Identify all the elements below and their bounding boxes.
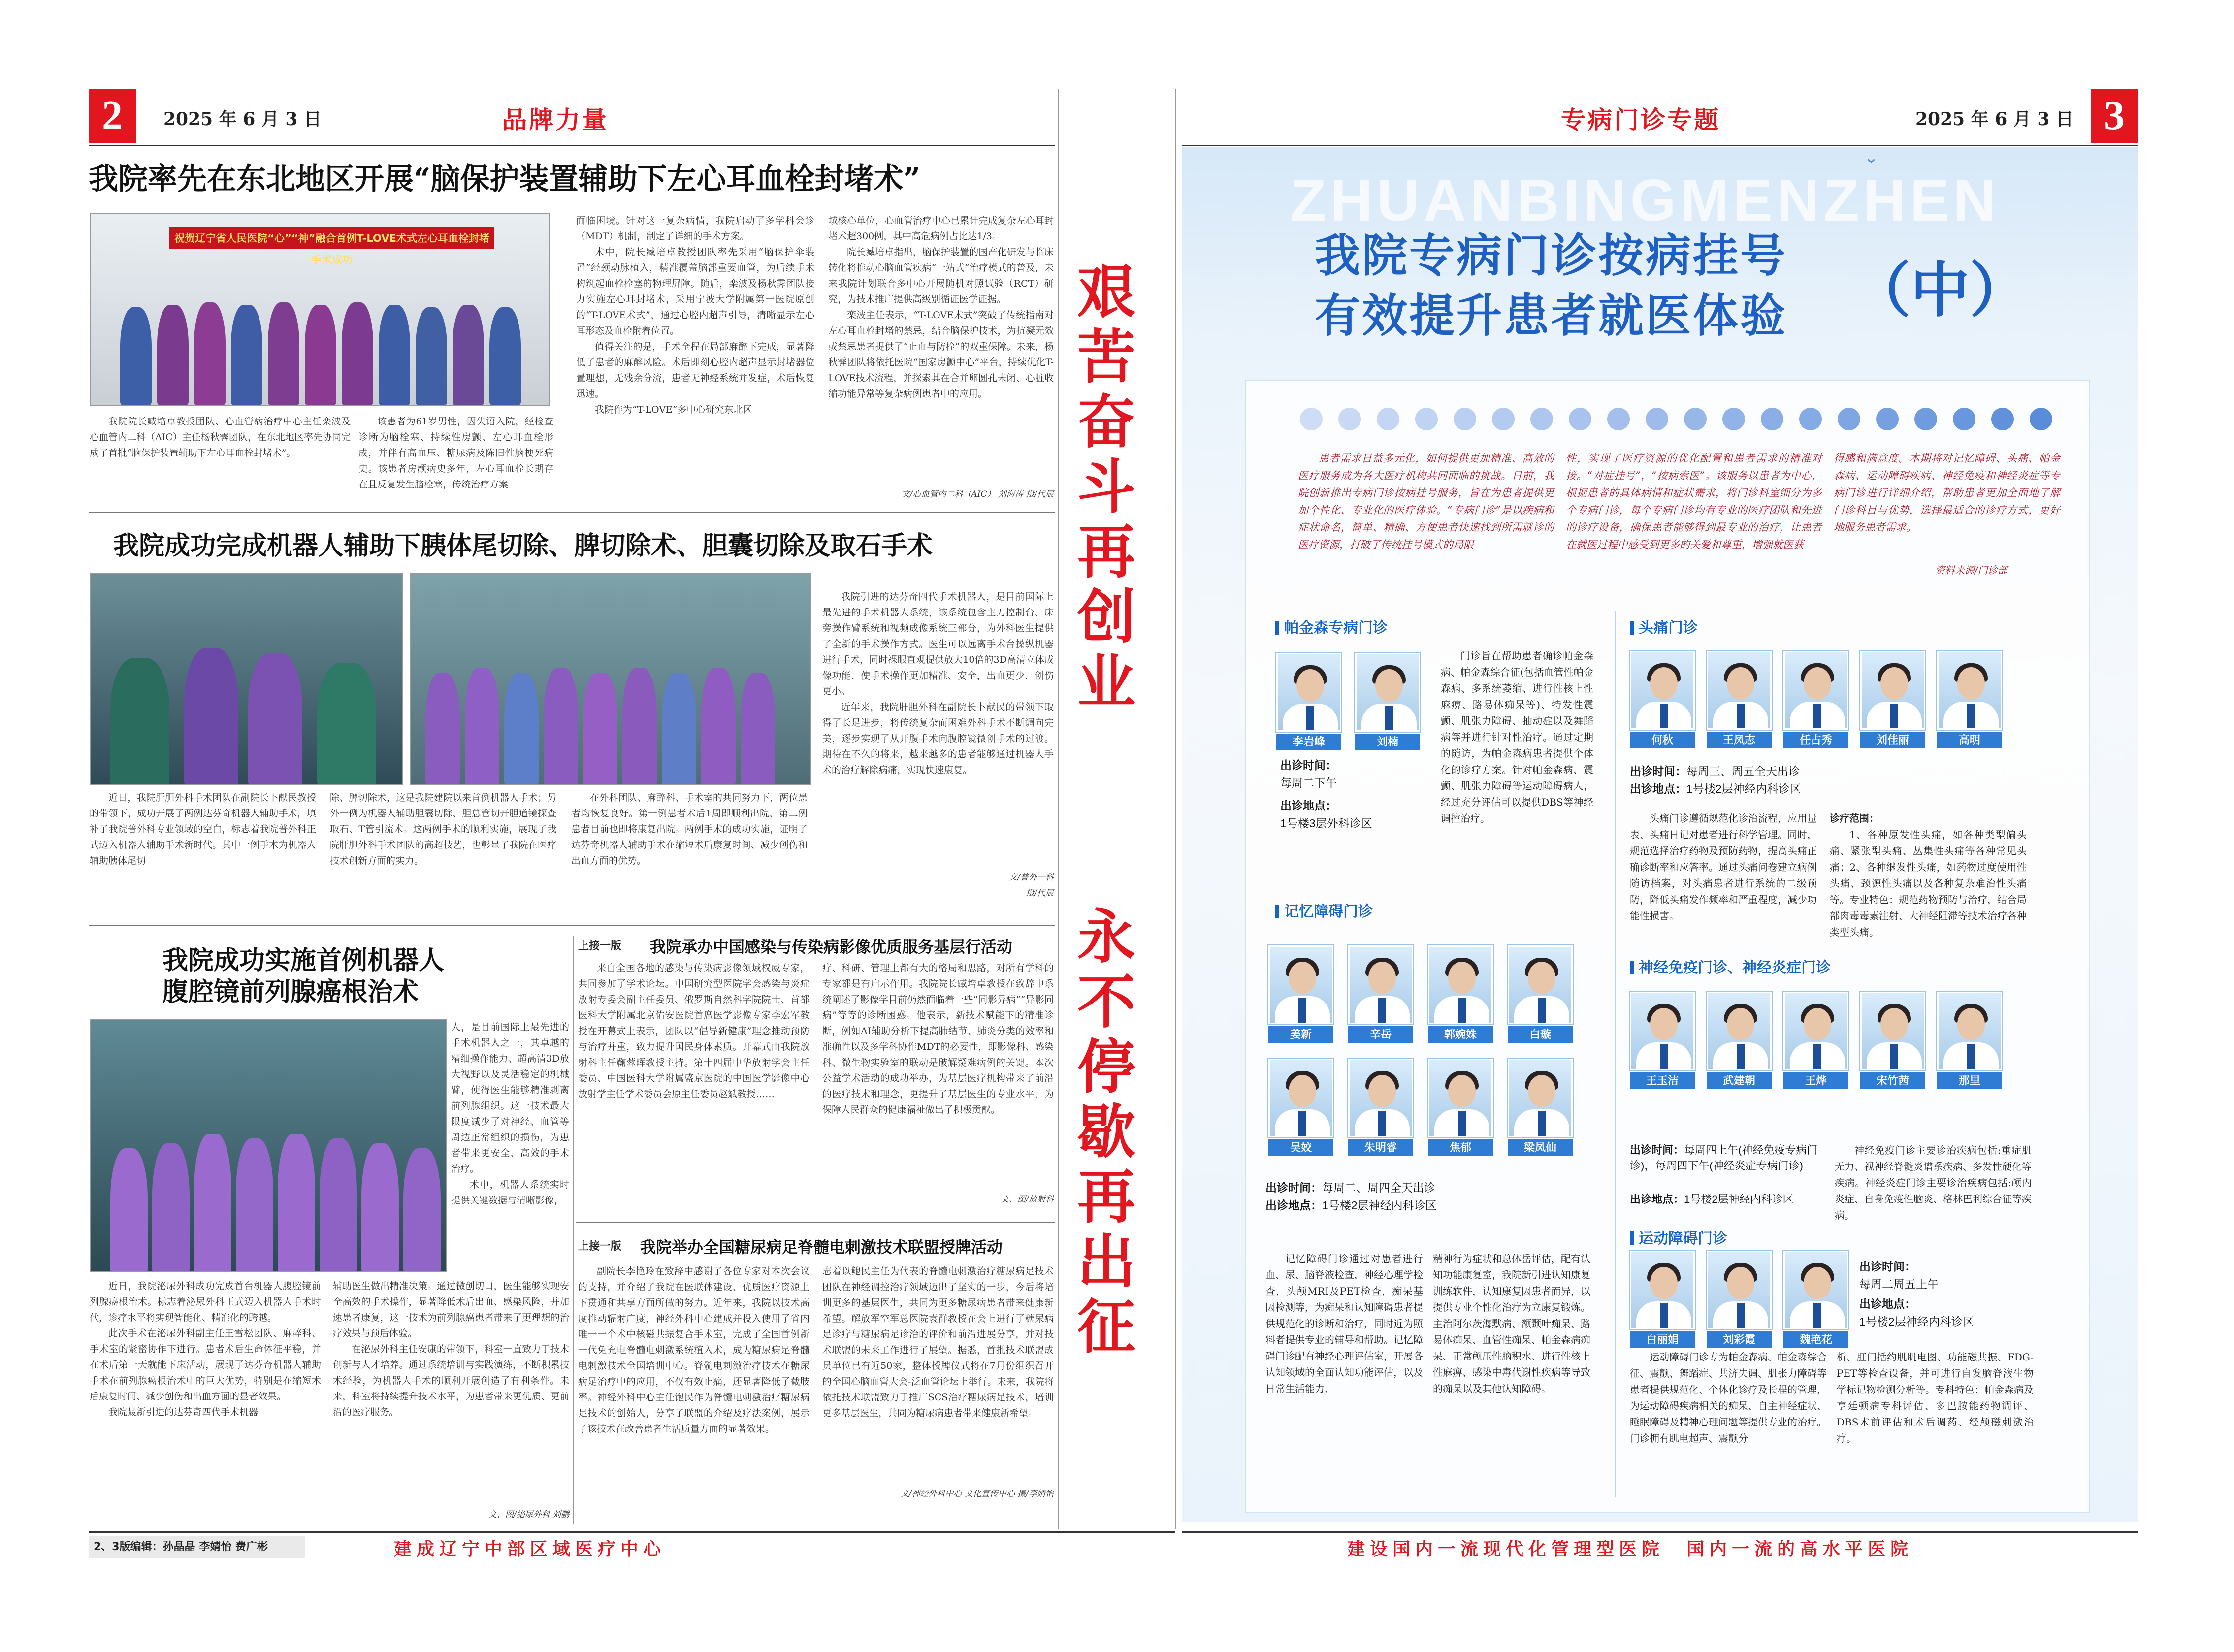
- staff-figure: [622, 668, 657, 785]
- neuroimmune-place: 出诊地点：1号楼2层神经内科诊区: [1630, 1193, 1794, 1205]
- doctor-card: [1937, 651, 2002, 749]
- doctor-photo: [1276, 653, 1341, 732]
- staff-figure: [278, 1134, 315, 1272]
- decorative-dot: [1415, 408, 1438, 430]
- doctor-name: 武建朝: [1707, 1072, 1772, 1089]
- article5-col2: 志着以鲍民主任为代表的脊髓电刺激治疗糖尿病足技术团队在神经调控治疗领域迈出了坚实的一步，今后将培训更多的基层医生，共同为更多糖尿病患者带来健康新希望。解放军空军总医院袁群教授在会上进行了糖尿病足诊疗与糖尿病足诊治的评价和前沿进展分享，并对技术联盟的未来工作进行了展望。据悉，首批技术联盟成员单位已有近50家，整体授牌仪式将在7月份组织召开的全国心脑血管大会-泛血管论坛上举行。未来，我院将依托技术联盟致力于推广SCS治疗糖尿病足技术，培训更多基层医生，共同为糖尿病患者带来健康新希望。: [822, 1266, 1054, 1419]
- decorative-dot: [1377, 408, 1399, 430]
- doctor-card: [1508, 1059, 1573, 1157]
- staff-figure: [403, 1148, 441, 1272]
- issue-date-left: 2025 年 6 月 3 日: [163, 109, 322, 130]
- staff-figure: [110, 1148, 148, 1272]
- article3-byline: 文、图/泌尿外科 刘鹏: [488, 1510, 569, 1520]
- intro-source: 资料来源/门诊部: [1935, 564, 2007, 576]
- article1-col3: 面临困境。针对这一复杂病情，我院启动了多学科会诊（MDT）机制，制定了详细的手术方案。 术中，院长臧培卓教授团队率先采用“脑保护伞装置”经颈动脉植入，精准覆盖脑部重要血管，为后续手术构筑起血栓栓塞的物理屏障。随后，栾波及杨秋霁团队接力实施左心耳封堵术，采用宁波大学附属第一医院原创的“T-LOVE术式”，通过心腔内超声引导，清晰显示左心耳形态及血栓附着位置。 值得关注的是，手术全程在局部麻醉下完成，显著降低了患者的麻醉风险。术后即刻心腔内超声显示封堵器位置理想，无残余分流，患者无神经系统并发症，术后恢复迅速。 我院作为“T-LOVE”多中心研究东北区: [576, 215, 814, 415]
- decorative-dot: [1953, 408, 1975, 430]
- staff-figure: [453, 305, 484, 406]
- doctor-card: [1355, 653, 1420, 751]
- memory-section-title: 记忆障碍门诊: [1275, 899, 1373, 921]
- footer-rule-right: [1182, 1531, 2138, 1533]
- doctor-photo: [1783, 992, 1848, 1070]
- decorative-dot: [1569, 408, 1591, 430]
- feature-title-line2: 有效提升患者就医体验: [1315, 290, 1788, 342]
- doctor-card: [1707, 1251, 1772, 1349]
- intro-col2: 性，实现了医疗资源的优化配置和患者需求的精准对接。“对症挂号”，“按病索医”。该服务以患者为中心，根据患者的具体病情和症状需求，将门诊科室细分为多个专病门诊，每个专病门诊均有专业的医疗团队和先进的诊疗设备，确保患者能够得到最专业的治疗，让患者在就医过程中感受到更多的关爱和尊重，增强就医获: [1566, 453, 1822, 551]
- column-divider: [1615, 611, 1616, 1497]
- doctor-name: 刘楠: [1355, 734, 1420, 750]
- decorative-dot: [1646, 408, 1668, 430]
- doctor-photo: [1860, 651, 1925, 730]
- neuroimmune-text: 神经免疫门诊主要诊治疾病包括:重症肌无力、视神经脊髓炎谱系疾病、多发性硬化等疾病。神经炎症门诊主要诊治疾病包括:颅内炎症、自身免疫性脑炎、格林巴利综合征等疾病。: [1835, 1144, 2032, 1221]
- staff-figure: [342, 302, 373, 406]
- feature-title-line1: 我院专病门诊按病挂号: [1315, 229, 1788, 282]
- decorative-dot: [1684, 408, 1707, 430]
- doctor-name: 辛岳: [1348, 1026, 1413, 1043]
- staff-figure: [157, 305, 189, 406]
- doctor-name: 魏艳花: [1783, 1331, 1848, 1348]
- decorative-dot: [1876, 408, 1899, 430]
- doctor-name: 白丽娟: [1630, 1331, 1695, 1348]
- staff-figure: [465, 668, 499, 785]
- divider: [576, 1222, 1055, 1223]
- doctor-name: 朱明睿: [1348, 1139, 1413, 1156]
- staff-figure: [305, 305, 336, 406]
- doctor-name: 李岩峰: [1276, 734, 1341, 750]
- surgeon-figure: [184, 648, 238, 785]
- article1-byline: 文/心血管内二科（AIC） 刘海涛 摄/代辰: [901, 489, 1054, 499]
- doctor-card: [1707, 651, 1772, 749]
- doctor-photo: [1508, 945, 1573, 1024]
- divider: [89, 925, 1055, 926]
- decorative-dot: [1300, 408, 1323, 430]
- article5-col1: 副院长李艳玲在致辞中感谢了各位专家对本次会议的支持，并介绍了我院在医联体建设、优质医疗资源上下贯通和共享方面所做的努力。近年来，我院以技术高度推动辐射广度，神经外科中心建成并投入使用了省内唯一一个术中核磁共振复合手术室，完成了全国首例新一代免充电脊髓电刺激系统植入术，成为糖尿病足脊髓电刺激技术全国培训中心。脊髓电刺激治疗技术在糖尿病足治疗中的应用，不仅有效止痛，还显著降低了截肢率。神经外科中心主任饱民作为脊髓电刺激治疗糖尿病足技术的创始人，分享了联盟的介绍及疗法案例，展示了该技术在改善患者生活质量方面的显著效果。: [578, 1266, 809, 1434]
- doctor-card: [1276, 653, 1341, 751]
- doctor-name: 任占秀: [1783, 732, 1848, 748]
- memory-text1: 记忆障碍门诊通过对患者进行血、尿、脑脊液检查，神经心理学检查，头颅MRI及PET检查，痴呆基因检测等，为痴呆和认知障碍患者提供规范化的诊断和治疗，同时近为照料者提供专业的辅导和帮助。记忆障碍门诊配有神经心理评估室，开展各认知领域的全面认知功能评估，以及日常生活能力、: [1265, 1253, 1423, 1394]
- staff-figure: [583, 673, 617, 785]
- staff-figure: [194, 302, 226, 406]
- doctor-name: 刘佳丽: [1860, 732, 1925, 748]
- article4-col2: 疗、科研、管理上都有大的格局和思路，对所有学科的专家都是有启示作用。我院院长臧培卓教授在致辞中系统阐述了影像学目前仍然面临着一些“同影异病”“异影同病”等等的诊断困惑。他表示，新技术赋能下的精准诊断，例如AI辅助分析下提高肺结节、肺炎分类的效率和准确性以及多学科协作MDT的必要性，即影像科、感染科、微生物实验室的联动是破解疑难病例的关键。本次公益学术活动的成功举办，为基层医疗机构带来了前沿的医疗技术和理念，更提升了基层医生的专业水平，为保障人民群众的健康福祉做出了积极贡献。: [822, 963, 1054, 1115]
- decorative-dot: [1530, 408, 1553, 430]
- parkinson-section-title: 帕金森专病门诊: [1275, 615, 1388, 637]
- footer-rule-left: [89, 1531, 1175, 1533]
- decorative-dot: [1914, 408, 1937, 430]
- staff-figure: [662, 673, 696, 785]
- footer-editor: 2、3版编辑：孙晶晶 李婧怡 费广彬: [89, 1536, 305, 1558]
- article1-col4: 域核心单位，心血管治疗中心已累计完成复杂左心耳封堵术超300例，其中高危病例占比达1/3。 院长臧培卓指出，脑保护装置的国产化研发与临床转化将推动心脑血管疾病“一站式”治疗模式的普及，未来我院计划联合多中心开展随机对照试验（RCT）研究，为技术推广提供高级别循证医学证据。 栾波主任表示，“T-LOVE术式”突破了传统指南对左心耳血栓封堵的禁忌，结合脑保护技术，为抗凝无效或禁忌患者提供了“止血与防栓”的双重保障。未来，杨秋霁团队将依托医院“国家房颤中心”平台，持续优化T-LOVE技术流程，并探索其在合并卵圆孔未闭、心脏收缩功能异常等复杂病例患者中的应用。: [828, 215, 1054, 399]
- article3-col2: 辅助医生做出精准决策。通过微创切口，医生能够实现安全高效的手术操作，显著降低术后出血、感染风险，并加速患者康复，这一技术为前列腺癌患者带来了更理想的治疗效果与预后体验。 在泌尿外科主任安康的带领下，科室一直致力于技术创新与人才培养。通过系统培训与实践演练，不断积累技术经验，为机器人手术的顺利开展创造了有利条件。未来，科室将持续提升技术水平，为患者带来更优质、更前沿的医疗服务。: [333, 1281, 569, 1418]
- decorative-dot: [1761, 408, 1783, 430]
- doctor-photo: [1355, 653, 1420, 732]
- doctor-name: 姜新: [1268, 1026, 1333, 1043]
- staff-figure: [268, 302, 299, 406]
- movement-text2: 析、肛门括约肌肌电图、功能磁共振、FDG-PET等检查设备，并可进行自发脑脊液生物学标记物检测分析等。专科特色：帕金森病及亨廷顿病专科评估、多巴胺能药物调评、DBS术前评估和术后调药、经颅磁刺激治疗。: [1837, 1351, 2034, 1444]
- footer-slogan-left: 建成辽宁中部区域医疗中心: [394, 1539, 666, 1559]
- staff-figure: [361, 1143, 399, 1272]
- headache-section-title: 头痛门诊: [1630, 615, 1698, 637]
- article1-col2: 该患者为61岁男性，因失语入院，经检查诊断为脑栓塞、持续性房颤、左心耳血栓形成，并伴有高血压、糖尿病及陈旧性脑梗死病史。该患者房颤病史多年，左心耳血栓长期存在且反复发生脑栓塞，传统治疗方案: [358, 416, 553, 490]
- article3-photo: [90, 1019, 447, 1272]
- surgeon-figure: [110, 658, 169, 785]
- doctor-card: [1860, 651, 1925, 749]
- gutter-rule: [1175, 89, 1176, 1529]
- staff-figure: [231, 305, 262, 406]
- doctor-card: [1508, 945, 1573, 1044]
- article2-byline-photo: 摄/代辰: [1026, 888, 1054, 898]
- doctor-photo: [1348, 1059, 1413, 1137]
- motto-line-1: 艰苦奋斗再创业: [1068, 261, 1136, 716]
- memory-time: 出诊时间：每周二、周四全天出诊: [1265, 1181, 1435, 1194]
- article1-banner: 祝贺辽宁省人民医院“心”“神”融合首例T-LOVE术式左心耳血栓封堵手术成功: [169, 227, 494, 249]
- issue-date-right: 2025 年 6 月 3 日: [1915, 109, 2073, 130]
- doctor-photo: [1783, 1251, 1848, 1329]
- doctor-photo: [1428, 1059, 1493, 1137]
- header-rule-right: [1182, 145, 2138, 146]
- doctor-name: 王玉洁: [1630, 1072, 1695, 1089]
- watermark-text: ZHUANBINGMENZHEN: [1290, 167, 2000, 233]
- movement-text1: 运动障碍门诊专为帕金森病、帕金森综合征、震颤、舞蹈症、共济失调、肌张力障碍等患者提供规范化、个体化诊疗及长程的管理，为运动障碍疾病相关的痴呆、自主神经症状、睡眠障碍及精神心理问题等提供专业的治疗。门诊拥有肌电超声、震颤分: [1630, 1351, 1827, 1444]
- staff-figure: [544, 668, 578, 785]
- section-name-left: 品牌力量: [502, 105, 609, 134]
- doctor-name: 宋竹茜: [1860, 1072, 1925, 1089]
- decorative-dot: [1492, 408, 1515, 430]
- doctor-photo: [1268, 945, 1333, 1024]
- article2-photo-2: [410, 573, 811, 785]
- headache-text2: 诊疗范围： 1、各种原发性头痛，如各种类型偏头痛、紧张型头痛、丛集性头痛等各种常见头痛；2、各种继发性头痛，如药物过度使用性头痛、颈源性头痛以及各种复杂难治性头痛等。专业特色：规范药物预防与治疗，结合局部肉毒毒素注射、大神经阻滞等技术治疗各种类型头痛。: [1830, 812, 2027, 938]
- article3-col1: 近日，我院泌尿外科成功完成首台机器人腹腔镜前列腺癌根治术。标志着泌尿外科正式迈入机器人手术时代，诊疗水平将实现智能化、精准化的跨越。 此次手术在泌尿外科副主任王雪松团队、麻醉科、手术室的紧密协作下进行。患者术后生命体征平稳，并在术后第一天就能下床活动，展现了达芬奇机器人辅助手术在前列腺癌根治术中的巨大优势，特别是在缩短术后康复时间、减少创伤和出血方面的显著效果。 我院最新引进的达芬奇四代手术机器: [90, 1281, 321, 1418]
- surgeon-figure: [317, 663, 376, 785]
- doctor-card: [1268, 1059, 1333, 1157]
- header-rule-left: [89, 145, 1055, 146]
- article4-tag: 上接一版: [578, 939, 622, 952]
- doctor-name: 焦郁: [1428, 1139, 1493, 1156]
- divider: [89, 512, 1055, 513]
- article1-caption: 我院院长臧培卓教授团队、心血管病治疗中心主任栾波及心血管内二科（AIC）主任杨秋霁团队，在东北地区率先协同完成了首批“脑保护装置辅助下左心耳血栓封堵术”。: [90, 416, 351, 458]
- staff-figure: [120, 307, 152, 406]
- memory-text2: 精神行为症状和总体岳评估，配有认知功能康复室，我院新引进认知康复训练软件，认知康复因患者而异，以提供专业个性化治疗为立康复锻炼。主治阿尔茨海默病、额颞叶痴呆、路易体痴呆、血管性痴呆、帕金森病痴呆、正常颅压性脑积水、进行性核上性麻痹、感染中毒代谢性疾病等导致的痴呆以及其他认知障碍。: [1433, 1253, 1590, 1394]
- doctor-card: [1630, 1251, 1695, 1349]
- movement-section-title: 运动障碍门诊: [1630, 1226, 1727, 1248]
- staff-figure: [320, 1138, 357, 1272]
- staff-figure: [152, 1143, 190, 1272]
- neuroimmune-time: 出诊时间：每周四上午(神经免疫专病门诊)，每周四下午(神经炎症专病门诊): [1630, 1144, 1818, 1172]
- doctor-photo: [1707, 651, 1772, 730]
- article5-byline: 文/神经外科中心 文化宣传中心 摄/李婧怡: [900, 1489, 1054, 1499]
- doctor-photo: [1860, 992, 1925, 1070]
- page-number-badge-left: 2: [89, 89, 136, 143]
- staff-figure: [416, 307, 447, 406]
- doctor-name: 何秋: [1630, 732, 1695, 748]
- article2-col1: 近日，我院肝胆外科手术团队在副院长卜献民教授的带领下，成功开展了两例达芬奇机器人辅助手术，填补了我院普外科专业领域的空白，标志着我院普外科正式迈入机器人辅助手术新时代。其中一例手术为机器人辅助胰体尾切: [90, 792, 316, 866]
- doctor-photo: [1348, 945, 1413, 1024]
- doctor-photo: [1937, 992, 2002, 1070]
- article3-side-text: 人，是目前国际上最先进的手术机器人之一，其卓越的精细操作能力、超高清3D放大视野以及灵活稳定的机械臂，使得医生能够精准剥离前列腺组织。这一技术最大限度减少了对神经、血管等周边正常组织的损伤，为患者带来更安全、高效的手术治疗。 术中，机器人系统实时提供关键数据与清晰影像，: [451, 1022, 569, 1206]
- doctor-name: 那里: [1937, 1072, 2002, 1089]
- doctor-photo: [1428, 945, 1493, 1024]
- gutter-rule: [1058, 89, 1059, 1529]
- decorative-dot: [1338, 408, 1361, 430]
- article1-photo: [90, 213, 550, 406]
- staff-figure: [701, 668, 736, 785]
- doctor-card: [1937, 992, 2002, 1090]
- article2-byline-text: 文/普外一科: [1009, 873, 1054, 882]
- doctor-card: [1783, 992, 1848, 1090]
- doctor-card: [1707, 992, 1772, 1090]
- doctor-photo: [1707, 1251, 1772, 1329]
- doctor-photo: [1508, 1059, 1573, 1137]
- doctor-card: [1428, 1059, 1493, 1157]
- decorative-dot: [1722, 408, 1745, 430]
- staff-figure: [425, 673, 460, 785]
- doctor-photo: [1783, 651, 1848, 730]
- decorative-dot: [1799, 408, 1822, 430]
- divider: [573, 936, 574, 1524]
- page-number-badge-right: 3: [2091, 89, 2138, 143]
- doctor-card: [1630, 992, 1695, 1090]
- neuroimmune-section-title: 神经免疫门诊、神经炎症门诊: [1630, 955, 1831, 977]
- article2-right-text: 我院引进的达芬奇四代手术机器人，是目前国际上最先进的手术机器人系统，该系统包含主刀控制台、床旁操作臂系统和视频成像系统三部分，为外科医生提供了全新的手术操作方式。医生可以远离手术台操纵机器进行手术，同时裸眼直观提供放大10倍的3D高清立体成像功能，使手术操作更加精准、安全，出血更少，创伤更小。 近年来，我院肝胆外科在副院长卜献民的带领下取得了长足进步，将传统复杂而困难外科手术不断调向完美，逐步实现了从开腹手术向腹腔镜微创手术的过渡。期待在不久的将来，越来越多的患者能够通过机器人手术的治疗解除病痛，实现快速康复。: [822, 591, 1054, 776]
- doctor-name: 吴姣: [1268, 1139, 1333, 1156]
- doctor-card: [1860, 992, 1925, 1090]
- intro-col1: 患者需求日益多元化，如何提供更加精准、高效的医疗服务成为各大医疗机构共同面临的挑战。日前，我院创新推出专病门诊按病挂号服务，旨在为患者提供更加个性化、专业化的医疗体验。“专病门诊”是以疾病和症状命名，简单、精确、方便患者快速找到所需就诊的医疗资源，打破了传统挂号模式的局限: [1298, 453, 1554, 551]
- headache-text1: 头痛门诊遵循规范化诊治流程，应用量表、头痛日记对患者进行科学管理。同时，规范选择治疗药物及预防药物，提高头痛正确诊断率和应答率。通过头痛问卷建立病例随访档案，对头痛患者进行系统的二级预防，降低头痛发作频率和严重程度，减少功能性损害。: [1630, 812, 1817, 922]
- article5-headline: 我院举办全国糖尿病足脊髓电刺激技术联盟授牌活动: [640, 1238, 1003, 1257]
- doctor-name: 梁凤仙: [1508, 1139, 1573, 1156]
- doctor-photo: [1630, 1251, 1695, 1329]
- doctor-card: [1630, 651, 1695, 749]
- decorative-dot: [1838, 408, 1860, 430]
- doctor-name: 王凤志: [1707, 732, 1772, 748]
- article5-tag: 上接一版: [578, 1240, 622, 1253]
- decorative-dot: [2030, 408, 2052, 430]
- doctor-name: 白璇: [1508, 1026, 1573, 1043]
- article1-headline: 我院率先在东北地区开展“脑保护装置辅助下左心耳血栓封堵术”: [89, 162, 921, 196]
- section-name-right: 专病门诊专题: [1561, 105, 1720, 134]
- doctor-name: 刘彩霞: [1707, 1331, 1772, 1348]
- article4-headline: 我院承办中国感染与传染病影像优质服务基层行活动: [650, 938, 1013, 956]
- article2-headline: 我院成功完成机器人辅助下胰体尾切除、脾切除术、胆囊切除及取石手术: [113, 531, 933, 561]
- parkinson-place: 出诊地点： 1号楼3层外科诊区: [1280, 799, 1372, 830]
- staff-figure: [379, 305, 410, 406]
- memory-place: 出诊地点：1号楼2层神经内科诊区: [1265, 1199, 1437, 1212]
- headache-time: 出诊时间：每周三、周五全天出诊: [1630, 765, 1800, 777]
- doctor-card: [1783, 651, 1848, 749]
- doctor-photo: [1937, 651, 2002, 730]
- doctor-photo: [1630, 651, 1695, 730]
- movement-place: 出诊地点： 1号楼2层神经内科诊区: [1859, 1297, 1974, 1328]
- footer-slogan-right: 建设国内一流现代化管理型医院 国内一流的高水平医院: [1347, 1539, 1913, 1559]
- article2-col2: 除、脾切除术，这是我院建院以来首例机器人手术；另外一例为机器人辅助胆囊切除、胆总管切开胆道镜探查取石、T管引流术。这两例手术的顺利实施，展现了我院肝胆外科手术团队的高超技艺，也彰显了我院在医疗技术创新方面的实力。: [330, 792, 556, 866]
- chevron-down-icon: ⌄: [1864, 148, 1878, 167]
- staff-figure: [194, 1134, 231, 1272]
- doctor-photo: [1707, 992, 1772, 1070]
- staff-figure: [741, 673, 775, 785]
- parkinson-text: 门诊旨在帮助患者确诊帕金森病、帕金森综合征(包括血管性帕金森病、多系统萎缩、进行性核上性麻痹、路易体痴呆等)、特发性震颤、肌张力障碍、抽动症以及舞蹈病等并进行针对性治疗。通过定期的随访，为帕金森病患者提供个体化的诊疗方案。针对帕金森病、震颤、肌张力障碍等运动障碍病人，经过充分评估可以提供DBS等神经调控治疗。: [1441, 650, 1593, 824]
- article2-photo-1: [90, 573, 403, 785]
- headache-place: 出诊地点：1号楼2层神经内科诊区: [1630, 782, 1801, 795]
- doctor-name: 高明: [1937, 732, 2002, 748]
- motto-line-2: 永不停歇再出征: [1068, 906, 1136, 1361]
- headache-scope-title: 诊疗范围：: [1830, 812, 1879, 824]
- article4-col1: 来自全国各地的感染与传染病影像领域权威专家，共同参加了学术论坛。中国研究型医院学会感染与炎症放射专委会副主任委员、俄罗斯自然科学院院士、首都医科大学附属北京佑安医院首席医学影像专家李宏军教授在开幕式上表示，团队以“倡导新健康”理念推动预防与治疗并重，致力提升国民身体素质。开幕式由我院放射科主任鞠蓉晖教授主持。第十四届中华放射学会主任委员、中国医科大学附属盛京医院的中国医学影像中心放射学主任学术委员会原主任委员赵斌教授……: [578, 963, 809, 1100]
- doctor-card: [1348, 1059, 1413, 1157]
- doctor-card: [1428, 945, 1493, 1044]
- doctor-photo: [1630, 992, 1695, 1070]
- feature-title-tag: （中）: [1851, 257, 2029, 325]
- parkinson-time: 出诊时间： 每周二下午: [1280, 759, 1337, 789]
- staff-figure: [489, 307, 521, 406]
- doctor-photo: [1268, 1059, 1333, 1137]
- doctor-name: 王烨: [1783, 1072, 1848, 1089]
- article3-headline-line2: 腹腔镜前列腺癌根治术: [162, 977, 419, 1007]
- intro-col3: 得感和满意度。本期将对记忆障碍、头痛、帕金森病、运动障碍疾病、神经免疫和神经炎症等专病门诊进行详细介绍，帮助患者更加全面地了解门诊科目与优势，选择最适合的诊疗方式，更好地服务患者需求。: [1834, 453, 2060, 533]
- surgeon-figure: [248, 653, 302, 785]
- decorative-dot: [1454, 408, 1476, 430]
- decorative-dot: [1607, 408, 1630, 430]
- doctor-name: 郭婉姝: [1428, 1026, 1493, 1043]
- decorative-dot: [1991, 408, 2014, 430]
- article2-col3: 在外科团队、麻醉科、手术室的共同努力下，两位患者均恢复良好。第一例患者术后1周即顺利出院，第二例患者目前也即将康复出院。两例手术的成功实施，证明了达芬奇机器人辅助手术在缩短术后康复时间、减少创伤和出血方面的优势。: [571, 792, 808, 866]
- article4-byline: 文、图/放射科: [1001, 1195, 1054, 1204]
- doctor-card: [1783, 1251, 1848, 1349]
- staff-figure: [504, 673, 539, 785]
- staff-figure: [236, 1138, 273, 1272]
- movement-time: 出诊时间： 每周二周五上午: [1859, 1260, 1939, 1291]
- doctor-card: [1268, 945, 1333, 1044]
- doctor-card: [1348, 945, 1413, 1044]
- article3-headline-line1: 我院成功实施首例机器人: [162, 945, 445, 975]
